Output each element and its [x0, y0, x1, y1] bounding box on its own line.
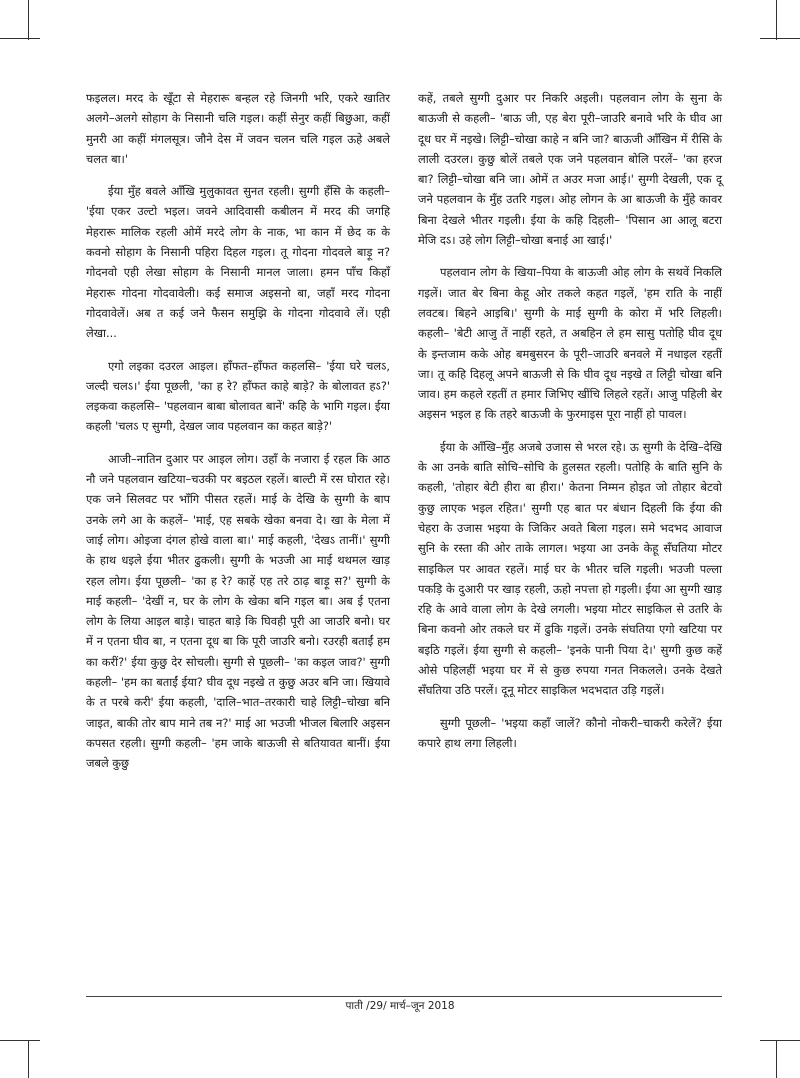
article-page	[86, 88, 722, 993]
crop-mark-top-right-v	[776, 0, 777, 40]
crop-mark-top-left-h	[0, 38, 40, 39]
page-footer: पाती /29/ मार्च–जून 2018	[345, 1000, 455, 1012]
crop-mark-bottom-right-v	[776, 1040, 777, 1078]
left-column	[86, 88, 390, 786]
paragraph: कहें, तबले सुग्गी दुआर पर निकरि अइली। पहलवान लोग के सुना के बाऊजी से कहली– 'बाऊ जी, एह बेरा पूरी–जाउरि बनावे भरि के घीव आ दूध घर में नइखे। लिट्टी–चोखा काहे न बनि जा? बाऊजी आँखिन में रीसि के लाली दउरल। कुछु बोलें तबले एक जने पहलवान बोलि परलें– 'का हरज बा? लिट्टी–चोखा बनि जा। ओमें त अउर मजा आई।' सुग्गी देखली, एक दू जने पहलवान के मुँह उतरि गइल। ओह लोगन के आ बाऊजी के मुँहे कावर बिना देखले भीतर गइली। ईया के कहि दिहली– 'पिसान आ आलू बटरा मेजि दऽ। उहे लोग लिट्टी–चोखा बनाई आ खाई।'	[418, 91, 722, 248]
paragraph: सुग्गी पूछली– 'भइया कहाँ जालें? कौनो नोकरी–चाकरी करेलें? ईया कपारे हाथ लगा लिहली।	[418, 715, 722, 750]
crop-mark-bottom-right-h	[760, 1040, 800, 1041]
paragraph: एगो लइका दउरल आइल। हाँफत–हाँफत कहलसि– 'ईया घरे चलऽ, जल्दी चलऽ।' ईया पूछली, 'का ह रे? हाँफत काहे बाड़े? के बोलावत हऽ?' लइकवा कहलसि– 'पहलवान बाबा बोलावत बानें' कहि के भागि गइल। ईया कहली 'चलऽ ए सुग्गी, देखल जाव पहलवान का कहत बाड़े?'	[86, 358, 390, 434]
paragraph: ईया के आँखि–मुँह अजबे उजास से भरल रहे। ऊ सुग्गी के देखि–देखि के आ उनके बाति सोचि–सोचि के हुलसत रहली। पतोहि के बाति सुनि के कहली, 'तोहार बेटी हीरा बा हीरा।' केतना निम्मन होइत जो तोहार बेटवो कुछु लाएक भइल रहित।' सुग्गी एह बात पर बंधान दिहली कि ईया की चेहरा के उजास भइया के जिकिर अवते बिला गइल। समे भदभद आवाज सुनि के रस्ता की ओर ताके लागल। भइया आ उनके केहू सँघतिया मोटर साइकिल पर आवत रहलें। माई घर के भीतर चलि गइली। भउजी पल्ला पकड़ि के दुआरी पर खाड़ रहली, ऊहो नपत्ता हो गइली। ईया आ सुग्गी खाड़ रहि के आवे वाला लोग के देखे लगली। भइया मोटर साइकिल से उतरि के बिना कवनो ओर तकले घर में ढुकि गइलें। उनके संघतिया एगो खटिया पर बइठि गइलें। ईया सुग्गी से कहली– 'इनके पानी पिया दे।' सुग्गी कुछ कहें ओसे पहिलहीं भइया घर में से कुछ रुपया गनत निकलले। उनके देखते सँघतिया उठि परलें। दूनू मोटर साइकिल भदभदात उड़ि गइलें।	[418, 439, 722, 698]
footer-divider	[86, 996, 722, 997]
crop-mark-bottom-left-h	[0, 1040, 40, 1041]
paragraph: आजी–नातिन दुआर पर आइल लोग। उहाँ के नजारा ई रहल कि आठ नौ जने पहलवान खटिया–चउकी पर बइठल रहलें। बाल्टी में रस घोरात रहे। एक जने सिलवट पर भाँगि पीसत रहलें। माई के देखि के सुग्गी के बाप उनके लगे आ के कहलें– 'माई, एह सबके खेका बनवा दे। खा के मेला में जाई लोग। ओइजा दंगल होखे वाला बा।' माई कहली, 'देखऽ तानीं।' सुग्गी के हाथ धइले ईया भीतर ढुकली। सुग्गी के भउजी आ माई थथमल खाड़ रहल लोग। ईया पूछली– 'का ह रे? काहें एह तरे ठाढ़ बाड़ू स?' सुग्गी के माई कहली– 'देखीं न, घर के लोग के खेका बनि गइल बा। अब ई एतना लोग के लिया आइल बाड़े। चाहत बाड़े कि घिवही पूरी आ जाउरि बनो। घर में न एतना घीव बा, न एतना दूध बा कि पूरी जाउरि बनो। रउरही बताईं हम का करीं?' ईया कुछु देर सोचली। सुग्गी से पूछली– 'का कइल जाव?' सुग्गी कहली– 'हम का बताईं ईया? घीव दूध नइखे त कुछु अउर बनि जा। खियावे के त परबे करी' ईया कहली, 'दालि–भात–तरकारी चाहे लिट्टी–चोखा बनि जाइत, बाकी तोर बाप माने तब न?' माई आ भउजी भीजल बिलारि अइसन कपसत रहली। सुग्गी कहली– 'हम जाके बाऊजी से बतियावत बानीं। ईया जबले कुछु	[86, 451, 390, 771]
crop-mark-top-left-v	[28, 0, 29, 40]
crop-mark-bottom-left-v	[28, 1040, 29, 1078]
right-column	[418, 88, 722, 765]
crop-mark-top-right-h	[760, 38, 800, 39]
paragraph: ईया मुँह बवले आँखि मुलुकावत सुनत रहली। सुग्गी हँसि के कहली– 'ईया एकर उल्टो भइल। जवने आदिवासी कबीलन में मरद की जगहि मेहरारू मालिक रहली ओमें मरदे लोग के नाक, भा कान में छेद क के कवनो सोहाग के निसानी पहिरा दिहल गइल। तू गोदना गोदवले बाड़ू न? गोदनवो एही लेखा सोहाग के निसानी मानल जाला। हमन पाँच किहाँ मेहरारू गोदना गोदवावेली। कई समाज अइसनो बा, जहाँ मरद गोदना गोदवावेलें। अब त कई जने फैसन समुझि के गोदना गोदवावे लें। एही लेखा...	[86, 184, 390, 341]
paragraph: फइलल। मरद के खूँटा से मेहरारू बन्हल रहे जिनगी भरि, एकरे खातिर अलगे–अलगे सोहाग के निसानी चलि गइल। कहीं सेनुर कहीं बिछुआ, कहीं मुनरी आ कहीं मंगलसूत्र। जौने देस में जवन चलन चलि गइल ऊहे अबले चलत बा।'	[86, 91, 390, 166]
paragraph: पहलवान लोग के खिया–पिया के बाऊजी ओह लोग के सथवें निकलि गइलें। जात बेर बिना केहू ओर तकले कहत गइलें, 'हम राति के नाहीं लवटब। बिहने आइबि।' सुग्गी के माई सुग्गी के कोरा में भरि लिहली। कहली– 'बेटी आजु तें नाहीं रहते, त अबहिन ले हम सासु पतोहि घीव दूध के इन्तजाम कके ओह बमबुसरन के पूरी–जाउरि बनवले में नधाइल रहतीं जा। तू कहि दिहलू अपने बाऊजी से कि घीव दूध नइखे त लिट्टी चोखा बनि जाव। हम कहले रहतीं त हमार जिभिए खींचि लिहले रहतें। आजु पहिली बेर अइसन भइल ह कि तहरे बाऊजी के फुरमाइस पूरा नाहीं हो पावल।	[418, 265, 722, 422]
